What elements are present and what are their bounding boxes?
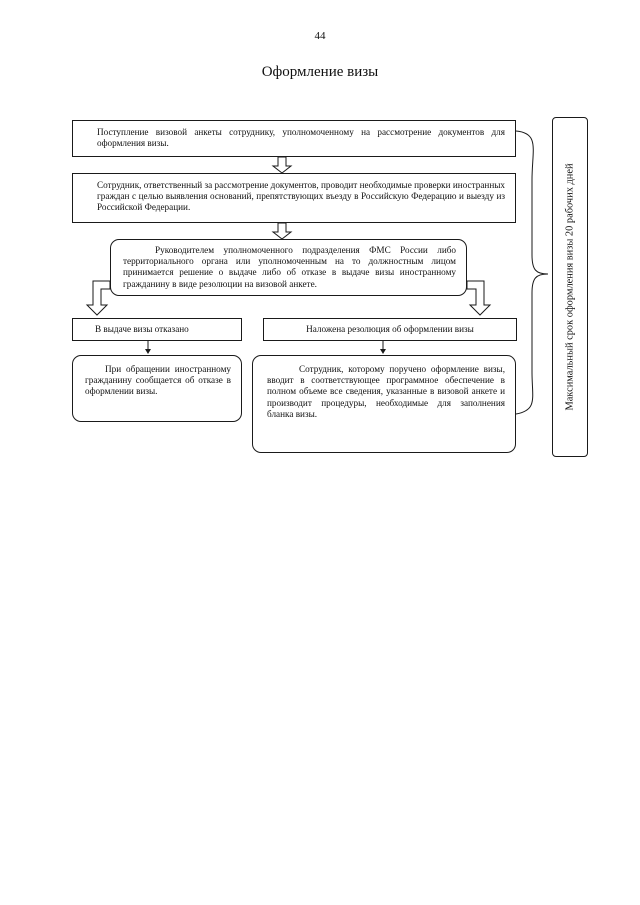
arrow-refused-head	[145, 349, 151, 354]
decision-box: Руководителем уполномоченного подразделения ФМС России либо территориального органа или уполномоченным на то должностным лицом принимается решение о выдаче либо об отказе в выдаче визы иностранному гражданину в виде резолюции на визовой анкете.	[110, 239, 467, 296]
block-arrow-approved	[467, 281, 490, 315]
refused-label-box: В выдаче визы отказано	[72, 318, 242, 341]
block-arrow-1-2	[273, 157, 291, 173]
page-number: 44	[314, 30, 326, 42]
deadline-box	[552, 117, 588, 457]
deadline-brace	[516, 131, 548, 414]
refused-action-box: При обращении иностранному гражданину сообщается об отказе в оформлении визы.	[72, 355, 242, 422]
arrow-approved-head	[380, 349, 386, 354]
document-title: Оформление визы	[261, 64, 379, 80]
deadline-label: Максимальный срок оформления визы 20 рабочих дней	[564, 163, 576, 411]
block-arrow-2-3	[273, 223, 291, 239]
approved-label-box: Наложена резолюция об оформлении визы	[263, 318, 517, 341]
block-arrow-refused	[87, 281, 110, 315]
step-1-box: Поступление визовой анкеты сотруднику, уполномоченному на рассмотрение документов для оформления визы.	[72, 120, 516, 157]
approved-action-box: Сотрудник, которому поручено оформление визы, вводит в соответствующее программное обеспечение в полном объеме все сведения, указанные в визовой анкете и производит процедуры, необходимые для заполнения бланка визы.	[252, 355, 516, 453]
step-2-box: Сотрудник, ответственный за рассмотрение документов, проводит необходимые проверки иностранных граждан с целью выявления оснований, препятствующих въезду в Российскую Федерацию и выезду из Российской Федерации.	[72, 173, 516, 223]
